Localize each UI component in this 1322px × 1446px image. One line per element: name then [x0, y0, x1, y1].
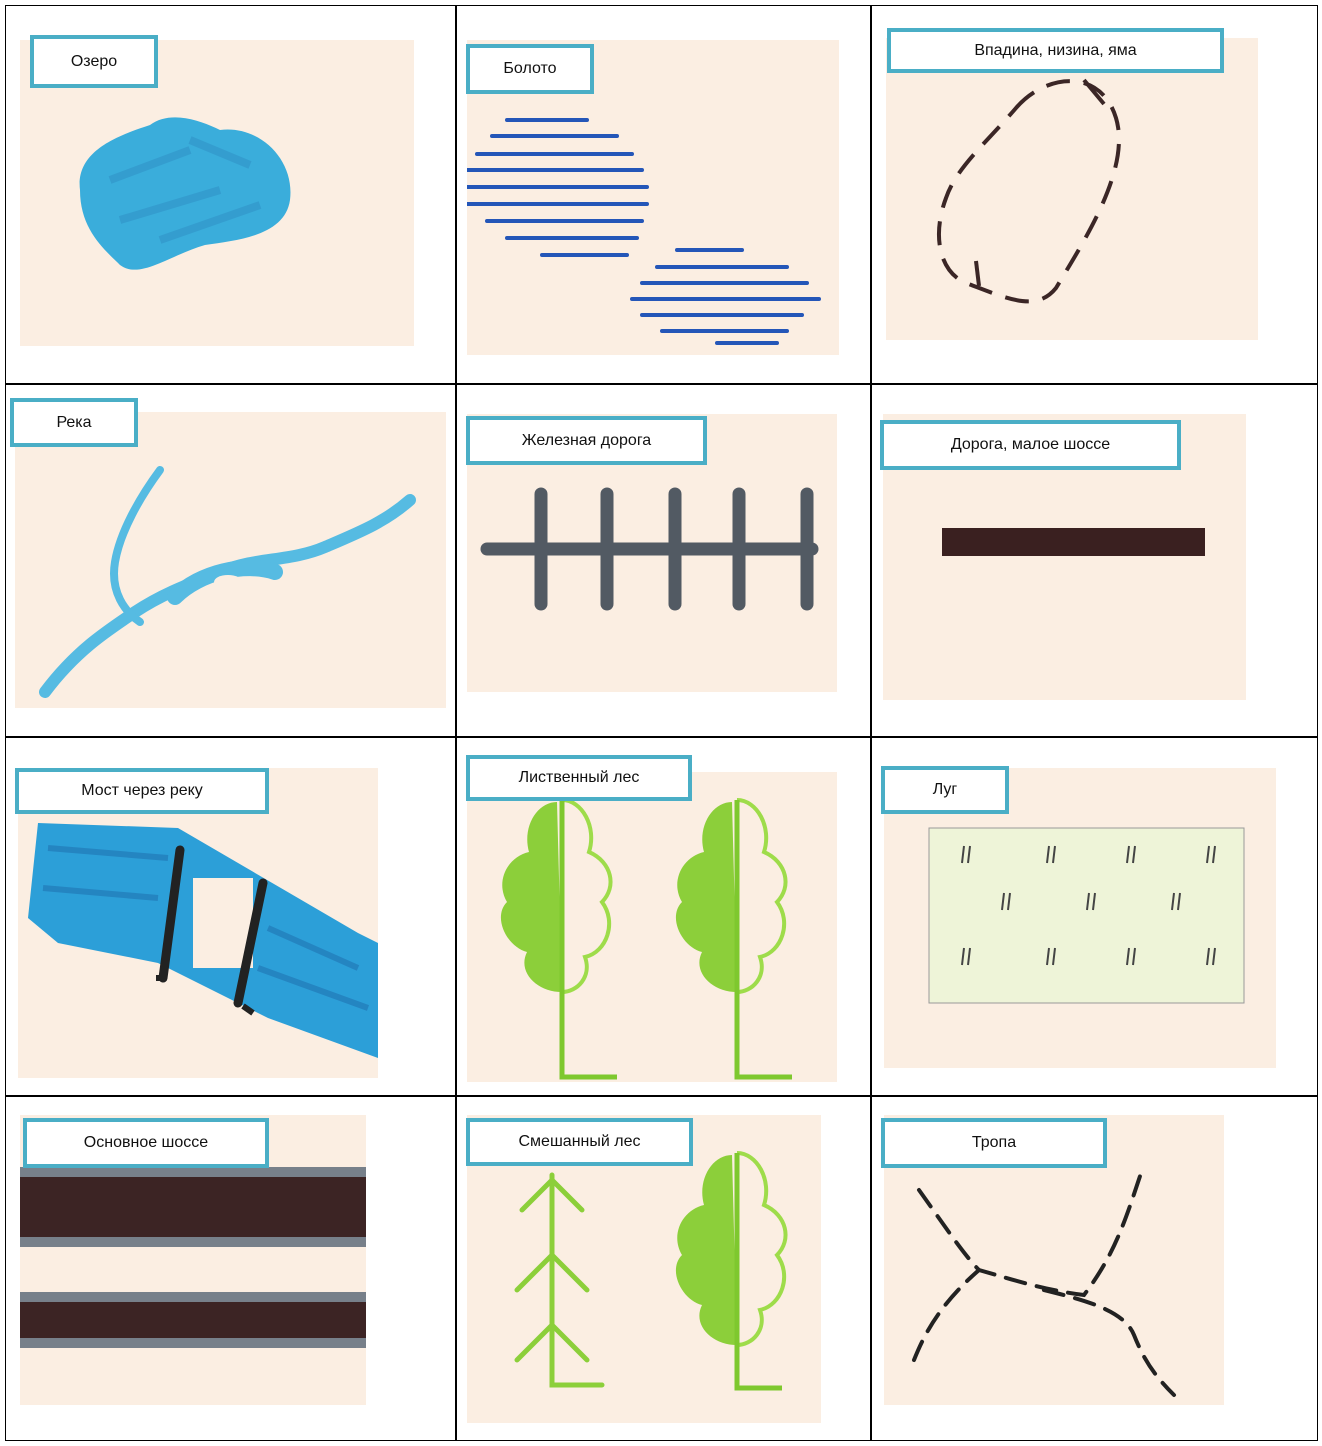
table-divider	[5, 736, 1318, 738]
table-divider	[5, 383, 1318, 385]
cell-label: Дорога, малое шоссе	[880, 420, 1181, 470]
cell-label: Впадина, низина, яма	[887, 28, 1224, 73]
cell-label: Лиственный лес	[466, 755, 692, 801]
river-symbol	[15, 412, 446, 708]
cell-label: Озеро	[30, 35, 158, 88]
depression-card	[886, 38, 1258, 340]
table-divider	[870, 5, 872, 1441]
table-divider	[5, 1095, 1318, 1097]
cell-label: Мост через реку	[15, 768, 269, 814]
bridge-card	[18, 768, 378, 1078]
depression-symbol	[886, 38, 1258, 340]
cell-label: Луг	[881, 766, 1009, 814]
cell-label: Река	[10, 398, 138, 447]
cell-label: Болото	[466, 44, 594, 94]
deciduous-card	[467, 772, 837, 1082]
bridge-symbol	[18, 768, 378, 1078]
cell-label: Железная дорога	[466, 416, 707, 465]
table-divider	[455, 5, 457, 1441]
river-card	[15, 412, 446, 708]
deciduous-symbol	[467, 772, 837, 1082]
cell-label: Основное шоссе	[23, 1118, 269, 1168]
cell-label: Тропа	[881, 1118, 1107, 1168]
cell-label: Смешанный лес	[466, 1118, 693, 1166]
